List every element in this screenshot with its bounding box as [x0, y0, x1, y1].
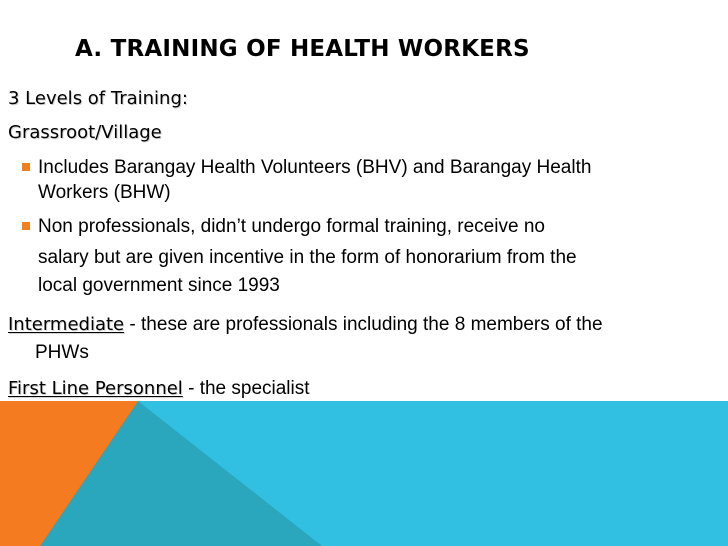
intermediate-line-1	[8, 313, 603, 336]
levels-heading: 3 Levels of Training:	[8, 88, 188, 109]
decorative-band	[0, 401, 728, 546]
intermediate-line-2: PHWs	[35, 342, 89, 363]
bullet-square-icon	[22, 163, 30, 171]
slide-title: A. TRAINING OF HEALTH WORKERS	[75, 36, 530, 62]
grassroot-bullet-1-line-1: Includes Barangay Health Volunteers (BHV) and Barangay Health	[38, 157, 592, 178]
first-line-row	[8, 377, 310, 400]
grassroot-bullet-2-line-2: salary but are given incentive in the form of honorarium from the	[38, 247, 577, 268]
grassroot-heading: Grassroot/Village	[8, 122, 162, 143]
bullet-square-icon	[22, 222, 30, 230]
first-line-desc: - the specialist	[182, 378, 310, 399]
grassroot-bullet-1-line-2: Workers (BHW)	[38, 182, 171, 203]
grassroot-bullet-2-line-3: local government since 1993	[38, 275, 280, 296]
intermediate-term: Intermediate	[8, 314, 125, 335]
first-line-term: First Line Personnel	[8, 378, 183, 399]
intermediate-desc: - these are professionals including the 8 members of the	[124, 314, 603, 335]
grassroot-bullet-2-line-1: Non professionals, didn’t undergo formal training, receive no	[38, 216, 545, 237]
